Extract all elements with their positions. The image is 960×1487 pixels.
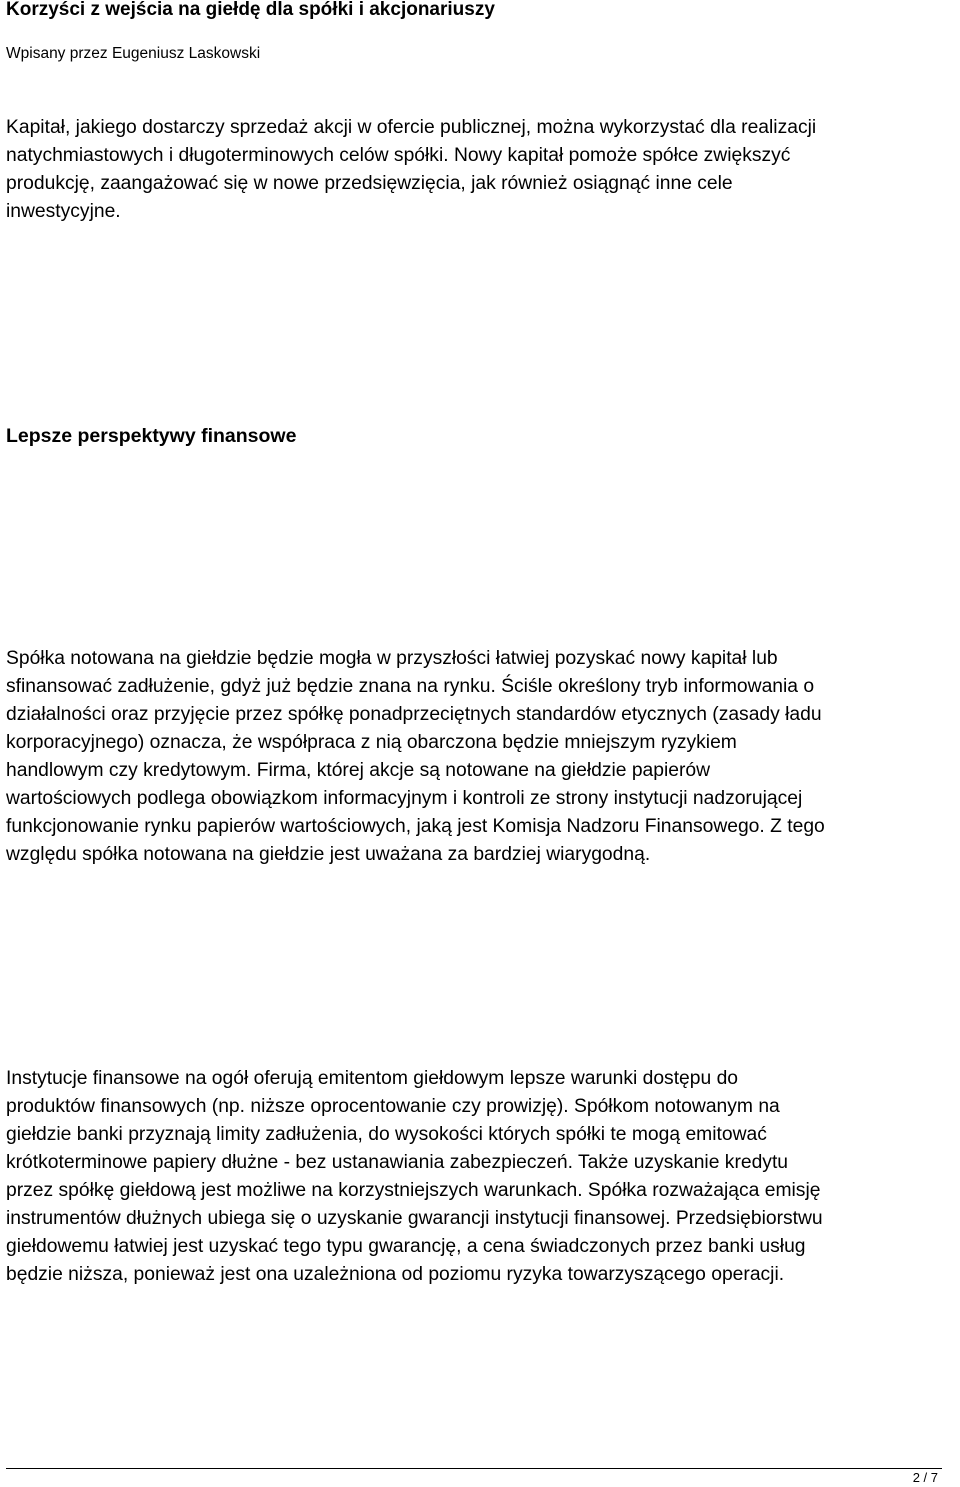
paragraph-line: funkcjonowanie rynku papierów wartościowych, jaką jest Komisja Nadzoru Finansowego. Z tego	[6, 816, 825, 837]
paragraph-institutions	[6, 1065, 823, 1289]
paragraph-line: giełdowemu łatwiej jest uzyskać tego typu gwarancję, a cena świadczonych przez banki usług	[6, 1236, 806, 1257]
paragraph-line: instrumentów dłużnych ubiega się o uzyskanie gwarancji instytucji finansowej. Przedsiębiorstwu	[6, 1208, 823, 1229]
paragraph-line: Kapitał, jakiego dostarczy sprzedaż akcji w ofercie publicznej, można wykorzystać dla realizacji	[6, 117, 817, 138]
paragraph-line: względu spółka notowana na giełdzie jest uważana za bardziej wiarygodną.	[6, 844, 651, 865]
paragraph-line: produktów finansowych (np. niższe oprocentowanie czy prowizję). Spółkom notowanym na	[6, 1096, 780, 1117]
paragraph-line: przez spółkę giełdową jest możliwe na korzystniejszych warunkach. Spółka rozważająca emisję	[6, 1180, 821, 1201]
section-heading: Lepsze perspektywy finansowe	[6, 425, 297, 447]
paragraph-financing	[6, 645, 825, 869]
paragraph-capital	[6, 114, 816, 226]
paragraph-line: będzie niższa, ponieważ jest ona uzależniona od poziomu ryzyka towarzyszącego operacji.	[6, 1264, 785, 1285]
paragraph-line: działalności oraz przyjęcie przez spółkę ponadprzeciętnych standardów etycznych (zasady ładu	[6, 704, 822, 725]
paragraph-line: wartościowych podlega obowiązkom informacyjnym i kontroli ze strony instytucji nadzorującej	[6, 788, 803, 809]
paragraph-line: giełdzie banki przyznają limity zadłużenia, do wysokości których spółki te mogą emitować	[6, 1124, 767, 1145]
paragraph-line: produkcję, zaangażować się w nowe przedsięwzięcia, jak również osiągnąć inne cele	[6, 173, 733, 194]
paragraph-line: Spółka notowana na giełdzie będzie mogła w przyszłości łatwiej pozyskać nowy kapitał lub	[6, 648, 778, 669]
paragraph-line: krótkoterminowe papiery dłużne - bez ustanawiania zabezpieczeń. Także uzyskanie kredytu	[6, 1152, 789, 1173]
paragraph-line: Instytucje finansowe na ogół oferują emitentom giełdowym lepsze warunki dostępu do	[6, 1068, 739, 1089]
author-byline: Wpisany przez Eugeniusz Laskowski	[6, 45, 261, 62]
footer-divider	[6, 1468, 942, 1469]
paragraph-line: sfinansować zadłużenie, gdyż już będzie znana na rynku. Ściśle określony tryb informowania o	[6, 676, 815, 697]
paragraph-line: inwestycyjne.	[6, 201, 121, 222]
paragraph-line: handlowym czy kredytowym. Firma, której akcje są notowane na giełdzie papierów	[6, 760, 711, 781]
paragraph-line: korporacyjnego) oznacza, że współpraca z nią obarczona będzie mniejszym ryzykiem	[6, 732, 737, 753]
paragraph-line: natychmiastowych i długoterminowych celów spółki. Nowy kapitał pomoże spółce zwiększyć	[6, 145, 791, 166]
page-number: 2 / 7	[912, 1470, 938, 1485]
page-title: Korzyści z wejścia na giełdę dla spółki i akcjonariuszy	[6, 0, 495, 20]
